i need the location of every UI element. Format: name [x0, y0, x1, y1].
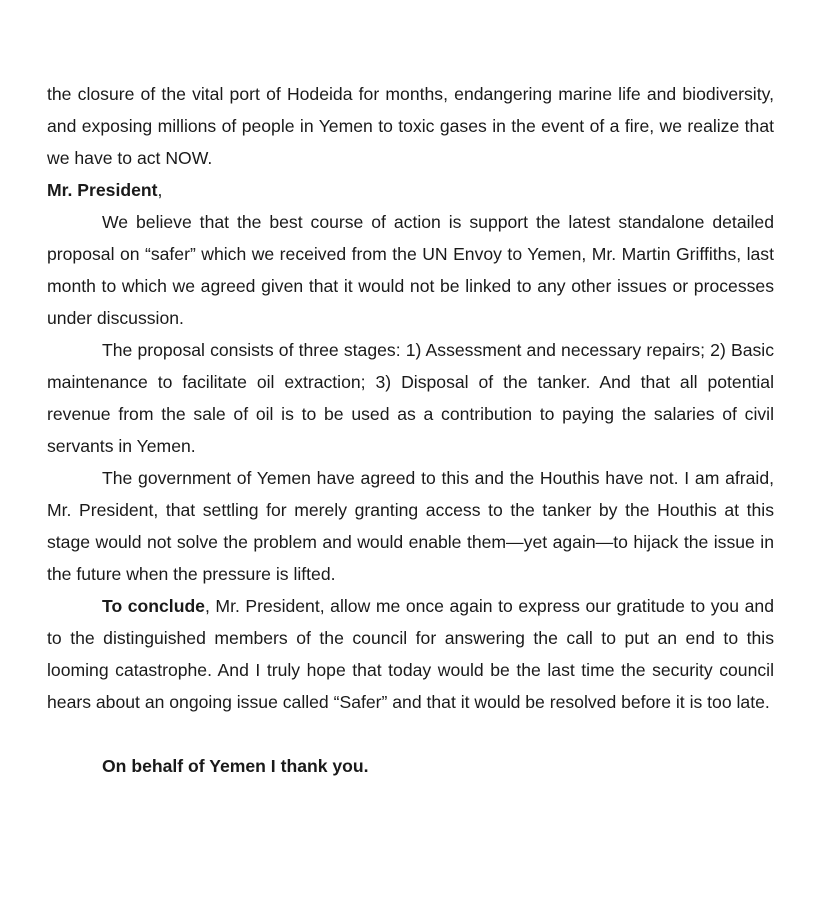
salutation-text: Mr. President [47, 180, 158, 200]
closing-line: On behalf of Yemen I thank you. [102, 756, 369, 776]
paragraph-conclusion [47, 590, 774, 718]
document-page [47, 78, 774, 782]
paragraph-course-of-action: We believe that the best course of action is support the latest standalone detailed proposal on “safer” which we received from the UN Envoy to Yemen, Mr. Martin Griffiths, last month to which we agreed given that it would not be linked to any other issues or processes under discussion. [47, 212, 774, 328]
paragraph-proposal: The proposal consists of three stages: 1) Assessment and necessary repairs; 2) Basic maintenance to facilitate oil extraction; 3) Disposal of the tanker. And that all potential revenue from the sale of oil is to be used as a contribution to paying the salaries of civil servants in Yemen. [47, 340, 774, 456]
salutation-punctuation: , [157, 180, 163, 200]
conclusion-lead: To conclude [102, 596, 205, 616]
paragraph-government: The government of Yemen have agreed to this and the Houthis have not. I am afraid, Mr. President, that settling for merely granting access to the tanker by the Houthis at this stage would not solve the problem and would enable them—yet again—to hijack the issue in the future when the pressure is lifted. [47, 468, 774, 584]
salutation-heading [47, 174, 774, 206]
paragraph-intro: the closure of the vital port of Hodeida for months, endangering marine life and biodiversity, and exposing millions of people in Yemen to toxic gases in the event of a fire, we realize that we have to act NOW. [47, 84, 774, 168]
conclusion-text: , Mr. President, allow me once again to express our gratitude to you and to the distinguished members of the council for answering the call to put an end to this looming catastrophe. And I truly hope that today would be the last time the security council hears about an ongoing issue called “Safer” and that it would be resolved before it is too late. [47, 596, 774, 712]
